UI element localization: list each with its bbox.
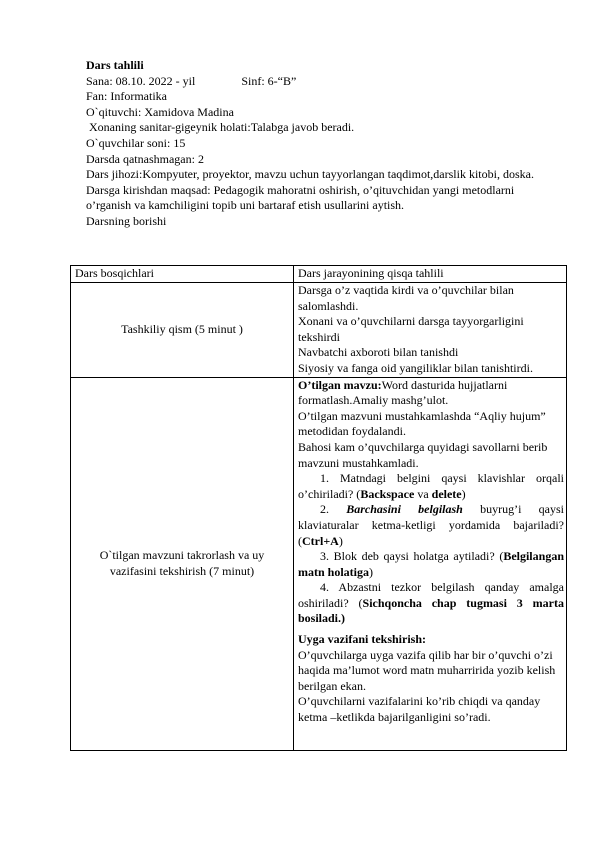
room-line: Xonaning sanitar-gigeynik holati:Talabga javob beradi. — [86, 120, 355, 135]
answer-text: Belgilangan matn holatiga — [298, 549, 564, 579]
date-line — [86, 74, 556, 90]
answer-text: Ctrl+A — [302, 533, 339, 548]
students-line: O`quvchilar soni: 15 — [86, 135, 186, 150]
col-header-stages: Dars bosqichlari — [71, 266, 294, 283]
question-text: 3. Blok deb qaysi holatga aytiladi? ( — [320, 549, 504, 564]
answer-text: Backspace — [360, 486, 415, 501]
teacher-line: O`qituvchi: Xamidova Madina — [86, 104, 234, 119]
question-item — [298, 471, 564, 502]
col-header-analysis: Dars jarayonining qisqa tahlili — [294, 266, 567, 283]
topic-text: Word dasturida hujjatlarni formatlash.Amaliy mashg’ulot. — [298, 377, 508, 408]
homework-paragraph: O’quvchilarni vazifalarini ko’rib chiqdi va qanday ketma –ketlikda bajarilganligini so’radi. — [298, 694, 541, 725]
method-paragraph: O’tilgan mazvuni mustahkamlashda “Aqliy hujum” metodidan foydalandi. — [298, 408, 546, 439]
homework-label: Uyga vazifani tekshirish: — [298, 632, 427, 647]
answer-text: Sichqoncha chap tugmasi 3 marta bosiladi.) — [298, 595, 564, 626]
goal-line: Darsga kirishdan maqsad: Pedagogik mahoratni oshirish, o’qituvchidan yangi metodlarni o’rganish va kamchiligini topib uni bartaraf etish usullarini aytish. — [86, 182, 515, 213]
question-number: 2. — [320, 502, 347, 517]
subject-line: Fan: Informatika — [86, 89, 167, 104]
command-name: Barchasini belgilash — [346, 502, 463, 517]
date-text: Sana: 08.10. 2022 - yil — [86, 73, 196, 88]
question-item — [298, 502, 573, 549]
lesson-table — [70, 265, 573, 751]
homework-heading — [298, 632, 564, 648]
answer-text: delete — [431, 486, 462, 501]
question-item — [298, 549, 564, 580]
homework-paragraph: O’quvchilarga uyga vazifa qilib har bir o’quvchi o’zi haqida ma’lumot word matn muharririda yozib kelish berilgan ekan. — [298, 647, 556, 693]
table-row — [71, 377, 567, 750]
absent-line: Darsda qatnashmagan: 2 — [86, 151, 204, 166]
topic-label: O’tilgan mavzu: — [298, 377, 382, 392]
question-text: 1. Matndagi belgini qaysi klavishlar orqali o’chiriladi? ( — [298, 471, 564, 501]
lesson-header — [86, 58, 556, 230]
topic-paragraph — [298, 378, 564, 409]
document-title: Dars tahlili — [86, 58, 144, 72]
analysis-line: Darsga o’z vaqtida kirdi va o’quvchilar bilan salomlashdi. — [298, 283, 514, 313]
stage-cell: O`tilgan mavzuni takrorlash va uy vazifasini tekshirish (7 minut) — [71, 377, 294, 750]
analysis-line: Siyosiy va fanga oid yangiliklar bilan tanishtirdi. — [298, 360, 533, 375]
table-row — [71, 283, 567, 378]
stage-cell: Tashkiliy qism (5 minut ) — [71, 283, 294, 378]
analysis-cell — [294, 377, 573, 750]
question-text: ) — [369, 564, 374, 579]
question-text: va — [414, 486, 432, 501]
question-text: 4. Abzastni tezkor belgilash qanday amalga oshiriladi? ( — [298, 580, 564, 610]
question-text: ) — [461, 486, 466, 501]
questions-intro: Bahosi kam o’quvchilarga quyidagi savollarni berib mavzuni mustahkamladi. — [298, 439, 548, 470]
analysis-cell — [294, 283, 567, 378]
question-text: buyrug’i qaysi klaviaturalar ketma-ketligi yordamida bajariladi? ( — [298, 502, 573, 548]
equipment-line: Dars jihozi:Kompyuter, proyektor, mavzu uchun tayyorlangan taqdimot,darslik kitobi, doska. — [86, 167, 534, 182]
analysis-line: Xonani va o’quvchilarni darsga tayyorgarligini tekshirdi — [298, 314, 524, 344]
analysis-line: Navbatchi axboroti bilan tanishdi — [298, 345, 459, 360]
question-text: ) — [338, 533, 343, 548]
question-item — [298, 580, 564, 627]
course-line: Darsning borishi — [86, 213, 167, 228]
class-text: Sinf: 6-“B” — [241, 73, 297, 88]
table-header-row — [71, 266, 567, 283]
